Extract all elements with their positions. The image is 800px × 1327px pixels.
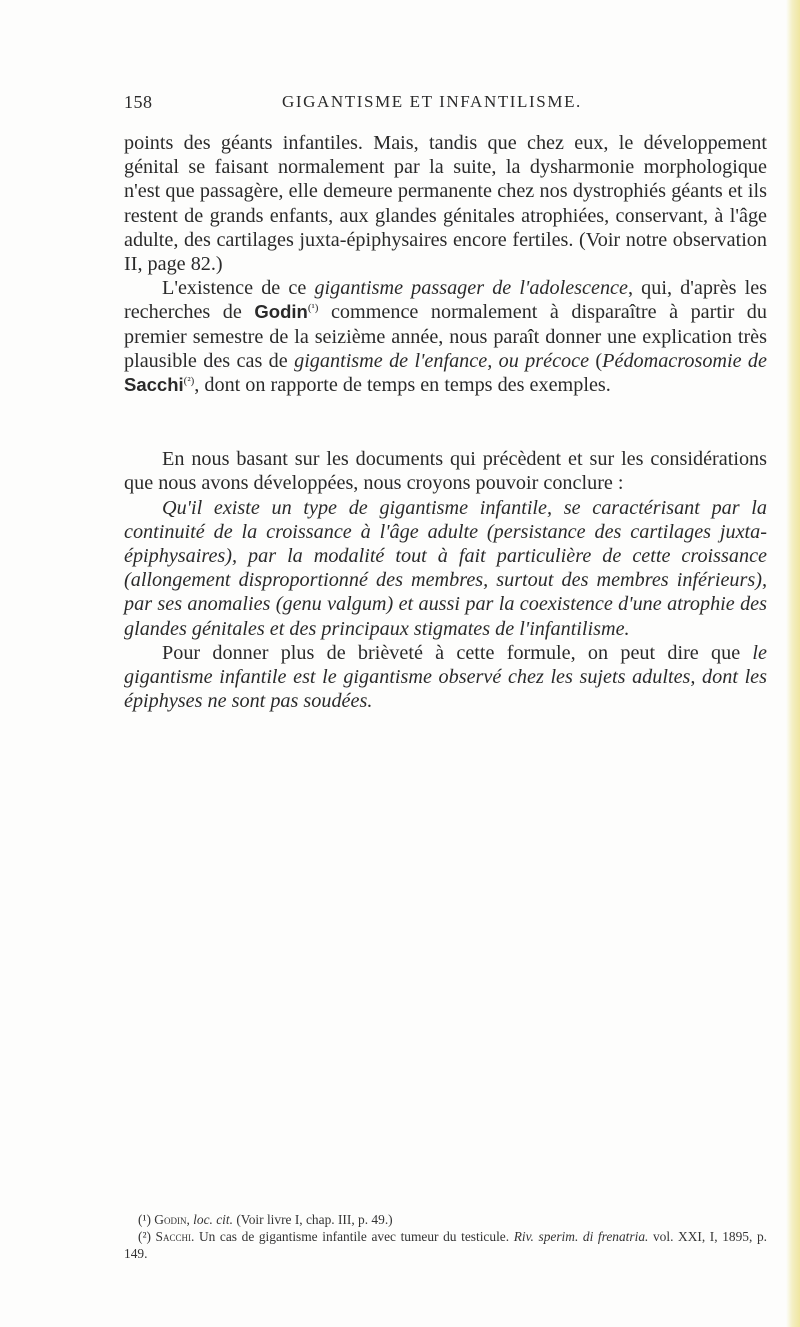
footnotes [124, 1211, 767, 1262]
footnote-text: (Voir livre I, chap. III, p. 49.) [236, 1212, 393, 1227]
page-header [124, 92, 764, 116]
paragraph-4-conclusion [124, 496, 767, 641]
author-name-sacchi: Sacchi [124, 374, 184, 396]
footnote-mark: (²) [138, 1229, 151, 1244]
footnote-mark: (¹) [138, 1212, 151, 1227]
text-run: commence normalement à disparaître à partir du premier semestre de la seizième année, nous paraît donner une explication très plausible des cas de [124, 301, 767, 372]
text-run: ( [589, 349, 603, 372]
italic-run: Pédomacrosomie de [602, 349, 767, 372]
page-edge-shadow [786, 0, 800, 1327]
footnote-text: . Un cas de gigantisme infantile avec tumeur du testicule. [191, 1229, 514, 1244]
running-title: GIGANTISME ET INFANTILISME. [282, 92, 582, 111]
paragraph-5 [124, 641, 767, 714]
text-run: L'existence de ce [162, 277, 315, 300]
footnote-1: (¹) Godin, loc. cit. (Voir livre I, chap. III, p. 49.) [138, 1212, 393, 1227]
italic-run: gigantisme de l'enfance, ou précoce [294, 349, 590, 372]
footnote-ref-text: loc. cit. [193, 1212, 233, 1227]
author-name-godin: Godin [254, 301, 308, 323]
paragraph-1: points des géants infantiles. Mais, tandis que chez eux, le développement génital se faisant normalement par la suite, la dysharmonie morphologique n'est que passagère, elle demeure permanente chez nos dystrophiés géants et ils restent de grands enfants, aux glandes génitales atrophiées, conservant, à l'âge adulte, des cartilages juxta-épiphysaires encore fertiles. (Voir notre observation II, page 82.) [124, 132, 767, 276]
text-run: Pour donner plus de brièveté à cette formule, on peut dire que [162, 641, 753, 664]
footnote-ref-1[interactable]: (¹) [307, 302, 319, 315]
footnote-ref-2[interactable]: (²) [183, 375, 195, 388]
main-text [124, 131, 767, 713]
footnote-author: Sacchi [155, 1229, 191, 1244]
paragraph-3: En nous basant sur les documents qui précèdent et sur les considérations que nous avons développées, nous croyons pouvoir conclure : [124, 448, 767, 495]
italic-run: le gigantisme infantile est le gigantisme observé chez les sujets adultes, dont les épiphyses ne sont pas soudées. [124, 641, 767, 713]
footnote-author: Godin [154, 1212, 187, 1227]
text-run: , qui, d'après les recherches de [124, 277, 768, 324]
footnote-journal: Riv. sperim. di frenatria. [513, 1229, 649, 1244]
italic-run: gigantisme passager de l'adolescence [314, 277, 628, 300]
footnote-2 [124, 1228, 767, 1262]
footnote-text: vol. XXI, I, 1895, p. 149. [124, 1229, 767, 1261]
italic-run: Qu'il existe un type de gigantisme infantile, se caractérisant par la continuité de la croissance à l'âge adulte (persistance des cartilages juxta-épiphysaires), par la modalité tout à fait particulière de cette croissance (allongement disproportionné des membres, surtout des membres inférieurs), par ses anomalies (genu valgum) et aussi par la coexistence d'une atrophie des glandes génitales et des principaux stigmates de l'infantilisme. [124, 496, 767, 640]
page-number: 158 [124, 92, 153, 112]
paragraph-2 [124, 276, 767, 397]
text-run: , dont on rapporte de temps en temps des exemples. [194, 374, 611, 397]
